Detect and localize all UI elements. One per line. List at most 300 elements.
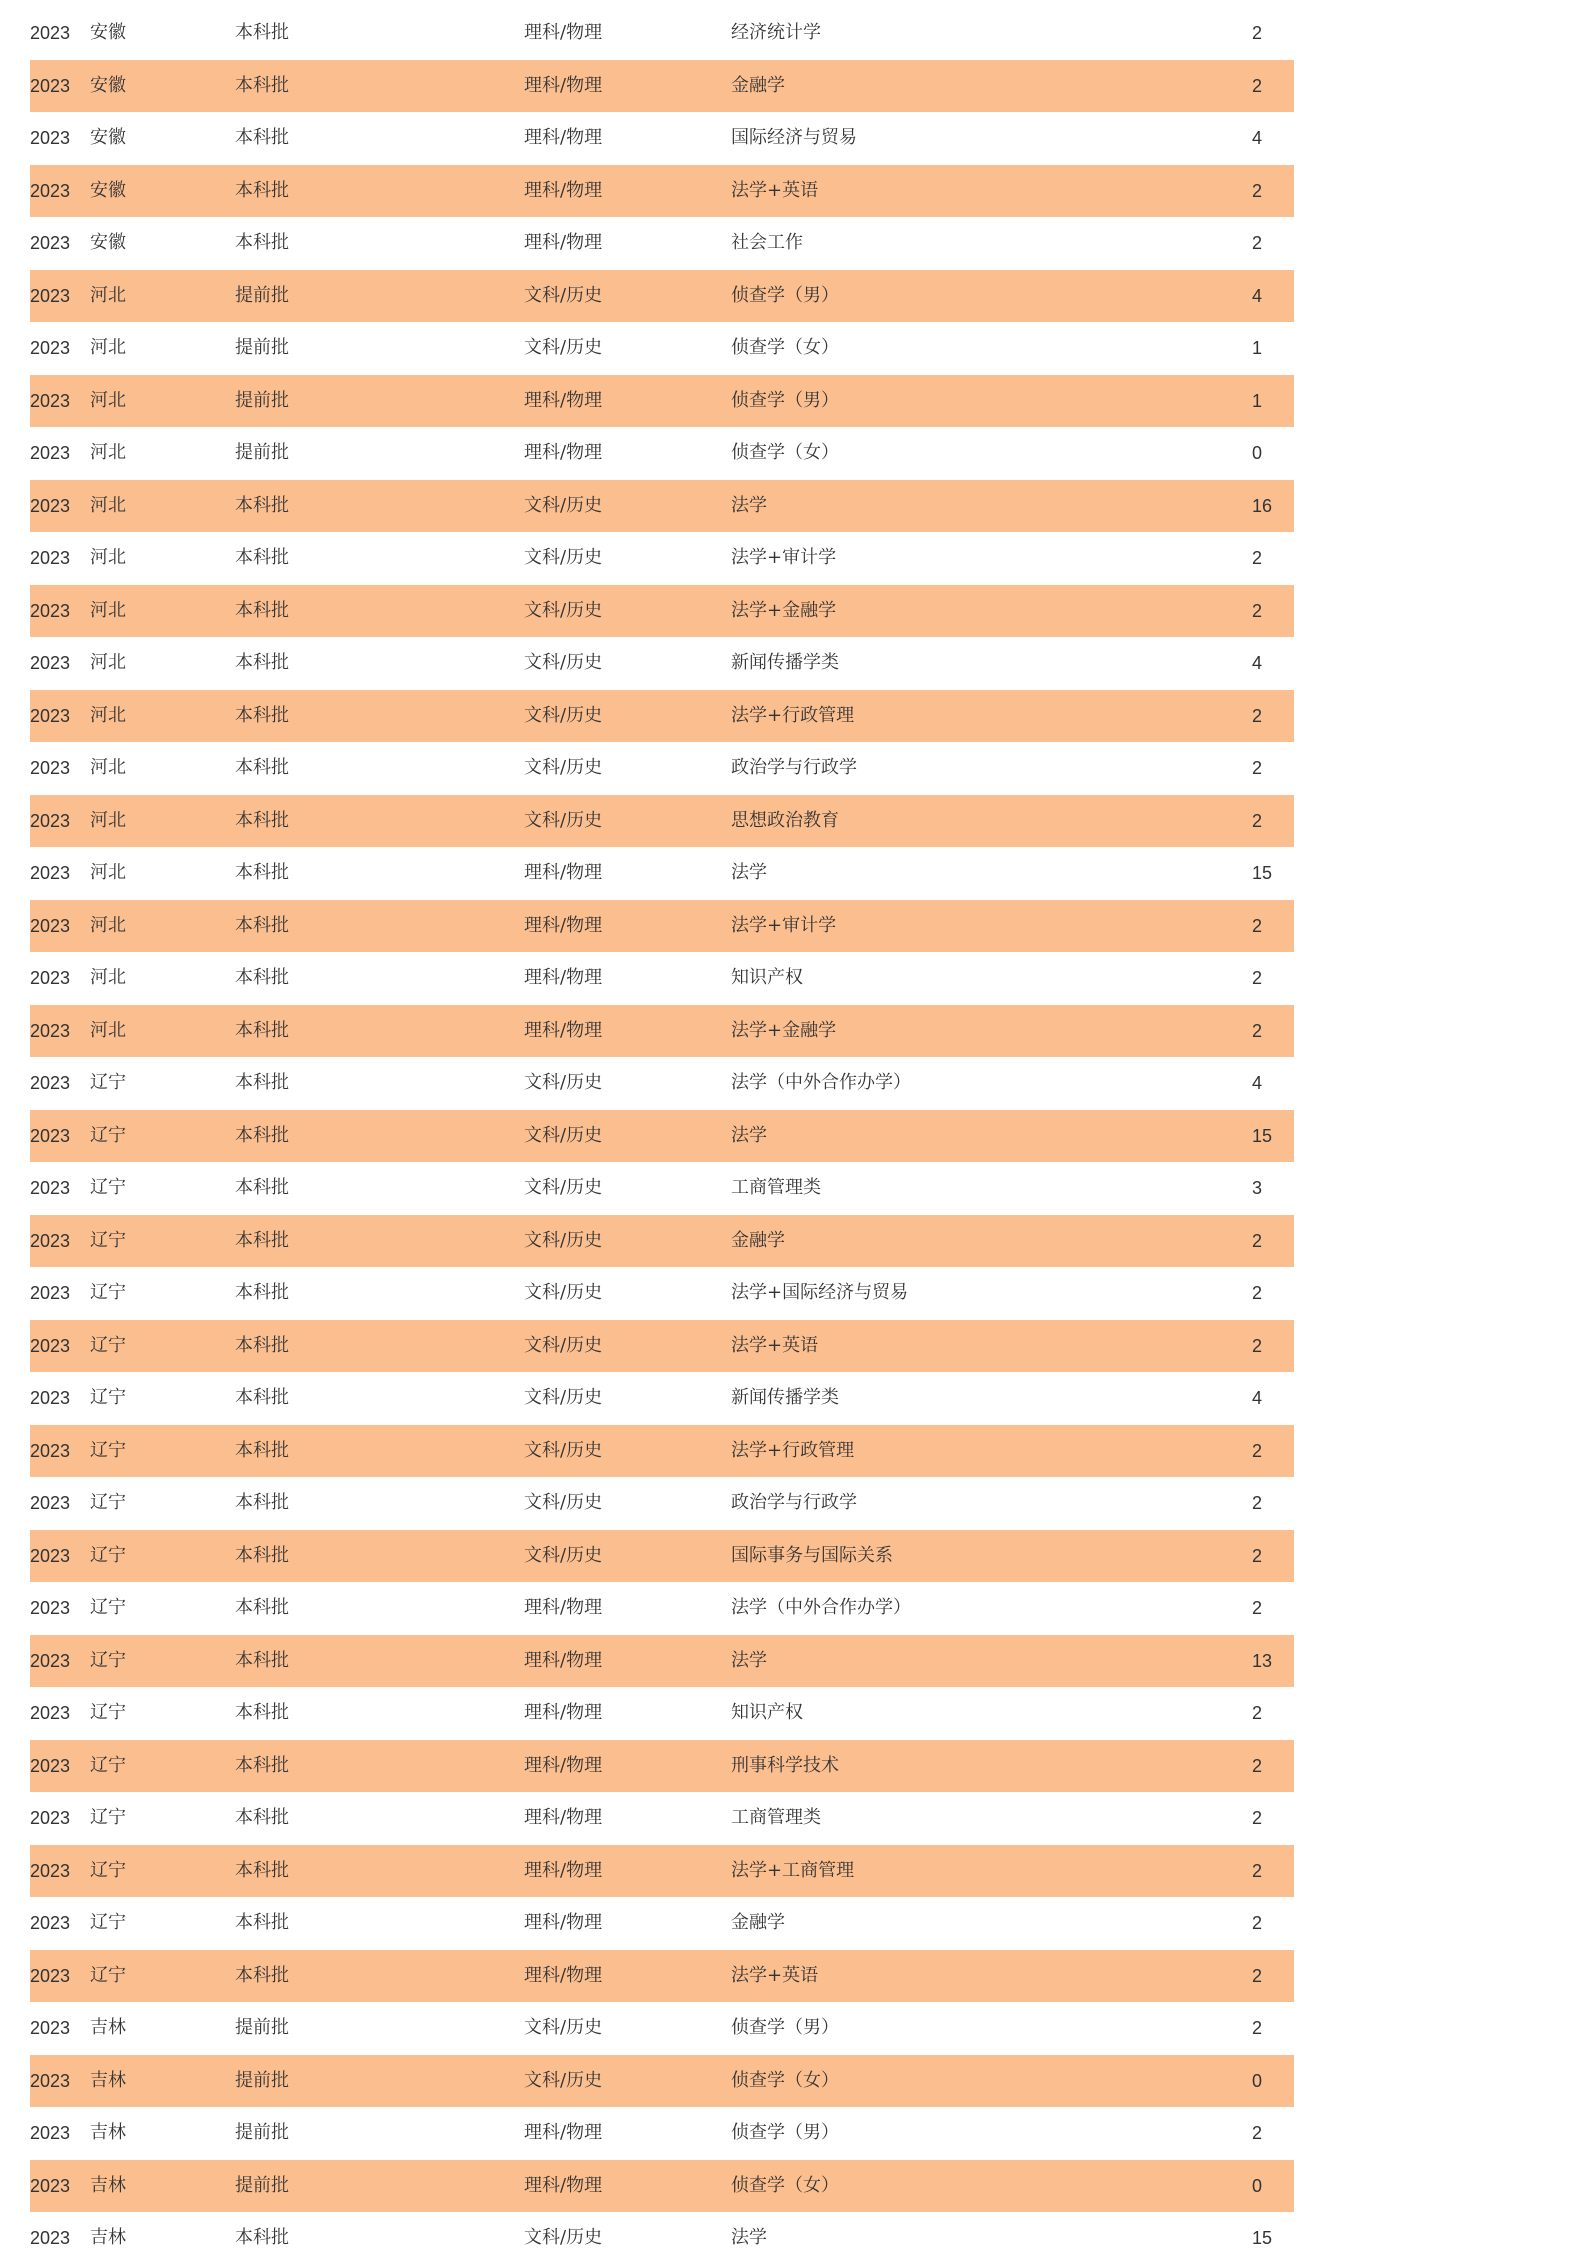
- count-cell: 2: [1252, 1545, 1263, 1566]
- batch-cell: 本科批: [235, 22, 289, 43]
- subject-cell: 文科/历史: [524, 547, 603, 568]
- major-cell: 法学+英语: [731, 1334, 819, 1356]
- year-cell: 2023: [30, 2123, 71, 2143]
- table-row: [30, 480, 1294, 533]
- count-cell: 0: [1252, 2175, 1263, 2196]
- subject-cell: 文科/历史: [524, 652, 603, 673]
- province-cell: 辽宁: [90, 1229, 126, 1251]
- major-cell: 侦查学（男）: [731, 284, 839, 306]
- count-cell: 15: [1252, 863, 1273, 883]
- count-cell: 3: [1252, 1178, 1263, 1198]
- count-cell: 2: [1252, 75, 1263, 96]
- batch-cell: 本科批: [235, 652, 289, 673]
- subject-cell: 文科/历史: [524, 1439, 603, 1461]
- table-row: [30, 1162, 1294, 1215]
- major-cell: 法学+英语: [731, 179, 819, 201]
- subject-cell: 理科/物理: [524, 1019, 603, 1041]
- table-row: [30, 165, 1294, 218]
- batch-cell: 本科批: [235, 1544, 289, 1566]
- subject-cell: 文科/历史: [524, 809, 603, 831]
- batch-cell: 本科批: [235, 1649, 289, 1671]
- count-cell: 4: [1252, 1388, 1263, 1408]
- province-cell: 辽宁: [90, 1282, 126, 1303]
- subject-cell: 理科/物理: [524, 862, 603, 883]
- count-cell: 2: [1252, 1703, 1263, 1723]
- subject-cell: 文科/历史: [524, 1387, 603, 1408]
- subject-cell: 理科/物理: [524, 1597, 603, 1618]
- province-cell: 辽宁: [90, 1439, 126, 1461]
- table-row: [30, 1582, 1294, 1635]
- year-cell: 2023: [30, 23, 71, 43]
- major-cell: 法学+行政管理: [731, 1439, 855, 1461]
- table-row: [30, 1897, 1294, 1950]
- subject-cell: 文科/历史: [524, 1282, 603, 1303]
- count-cell: 1: [1252, 390, 1263, 411]
- major-cell: 法学: [731, 494, 767, 516]
- province-cell: 辽宁: [90, 1807, 126, 1828]
- table-row: [30, 2212, 1294, 2265]
- major-cell: 工商管理类: [731, 1177, 821, 1198]
- subject-cell: 理科/物理: [524, 127, 603, 148]
- count-cell: 15: [1252, 2228, 1273, 2248]
- major-cell: 思想政治教育: [731, 809, 839, 831]
- count-cell: 4: [1252, 128, 1263, 148]
- batch-cell: 本科批: [235, 1597, 289, 1618]
- year-cell: 2023: [30, 1965, 71, 1986]
- table-row: [30, 270, 1294, 323]
- batch-cell: 本科批: [235, 1124, 289, 1146]
- table-row: [30, 2107, 1294, 2160]
- year-cell: 2023: [30, 390, 71, 411]
- year-cell: 2023: [30, 1388, 71, 1408]
- major-cell: 法学: [731, 1649, 767, 1671]
- province-cell: 安徽: [90, 179, 126, 201]
- subject-cell: 文科/历史: [524, 2017, 603, 2038]
- major-cell: 法学（中外合作办学）: [731, 1597, 911, 1618]
- batch-cell: 本科批: [235, 127, 289, 148]
- province-cell: 吉林: [90, 2174, 126, 2196]
- year-cell: 2023: [30, 1703, 71, 1723]
- major-cell: 侦查学（男）: [731, 2122, 839, 2143]
- count-cell: 2: [1252, 600, 1263, 621]
- province-cell: 安徽: [90, 74, 126, 96]
- count-cell: 2: [1252, 2123, 1263, 2143]
- count-cell: 2: [1252, 705, 1263, 726]
- year-cell: 2023: [30, 1230, 71, 1251]
- subject-cell: 文科/历史: [524, 1544, 603, 1566]
- batch-cell: 本科批: [235, 1964, 289, 1986]
- subject-cell: 文科/历史: [524, 1492, 603, 1513]
- province-cell: 河北: [90, 704, 126, 726]
- batch-cell: 本科批: [235, 1177, 289, 1198]
- major-cell: 国际事务与国际关系: [731, 1544, 893, 1566]
- major-cell: 新闻传播学类: [731, 1387, 839, 1408]
- year-cell: 2023: [30, 285, 71, 306]
- table-row: [30, 1740, 1294, 1793]
- table-row: [30, 1372, 1294, 1425]
- subject-cell: 理科/物理: [524, 2174, 603, 2196]
- province-cell: 河北: [90, 914, 126, 936]
- table-row: [30, 532, 1294, 585]
- table-row: [30, 1845, 1294, 1898]
- year-cell: 2023: [30, 2175, 71, 2196]
- major-cell: 法学+国际经济与贸易: [731, 1282, 909, 1303]
- subject-cell: 理科/物理: [524, 389, 603, 411]
- subject-cell: 理科/物理: [524, 1702, 603, 1723]
- province-cell: 辽宁: [90, 1544, 126, 1566]
- province-cell: 河北: [90, 862, 126, 883]
- table-row: [30, 1792, 1294, 1845]
- major-cell: 法学: [731, 862, 767, 883]
- major-cell: 法学+审计学: [731, 914, 837, 936]
- batch-cell: 本科批: [235, 914, 289, 936]
- count-cell: 2: [1252, 180, 1263, 201]
- province-cell: 辽宁: [90, 1912, 126, 1933]
- year-cell: 2023: [30, 495, 71, 516]
- year-cell: 2023: [30, 810, 71, 831]
- year-cell: 2023: [30, 128, 71, 148]
- province-cell: 安徽: [90, 232, 126, 253]
- subject-cell: 文科/历史: [524, 2069, 603, 2091]
- subject-cell: 文科/历史: [524, 1177, 603, 1198]
- province-cell: 吉林: [90, 2017, 126, 2038]
- subject-cell: 理科/物理: [524, 1649, 603, 1671]
- batch-cell: 提前批: [235, 2069, 289, 2091]
- major-cell: 政治学与行政学: [731, 757, 857, 778]
- count-cell: 2: [1252, 23, 1263, 43]
- major-cell: 工商管理类: [731, 1807, 821, 1828]
- year-cell: 2023: [30, 443, 71, 463]
- table-row: [30, 690, 1294, 743]
- province-cell: 河北: [90, 652, 126, 673]
- major-cell: 法学+金融学: [731, 1019, 837, 1041]
- year-cell: 2023: [30, 758, 71, 778]
- major-cell: 法学+英语: [731, 1964, 819, 1986]
- batch-cell: 提前批: [235, 284, 289, 306]
- count-cell: 2: [1252, 233, 1263, 253]
- year-cell: 2023: [30, 1283, 71, 1303]
- province-cell: 河北: [90, 284, 126, 306]
- subject-cell: 理科/物理: [524, 179, 603, 201]
- count-cell: 2: [1252, 1230, 1263, 1251]
- count-cell: 2: [1252, 1440, 1263, 1461]
- table-row: [30, 637, 1294, 690]
- province-cell: 吉林: [90, 2069, 126, 2091]
- table-row: [30, 427, 1294, 480]
- batch-cell: 本科批: [235, 1439, 289, 1461]
- table-row: [30, 375, 1294, 428]
- subject-cell: 理科/物理: [524, 232, 603, 253]
- year-cell: 2023: [30, 863, 71, 883]
- table-row: [30, 1005, 1294, 1058]
- major-cell: 侦查学（女）: [731, 2174, 839, 2196]
- year-cell: 2023: [30, 653, 71, 673]
- table-row: [30, 1425, 1294, 1478]
- major-cell: 法学+金融学: [731, 599, 837, 621]
- table-row: [30, 585, 1294, 638]
- count-cell: 2: [1252, 1493, 1263, 1513]
- major-cell: 法学+工商管理: [731, 1859, 855, 1881]
- province-cell: 安徽: [90, 22, 126, 43]
- major-cell: 法学: [731, 2227, 767, 2248]
- table-row: [30, 2002, 1294, 2055]
- major-cell: 知识产权: [731, 967, 803, 988]
- count-cell: 2: [1252, 1808, 1263, 1828]
- table-row: [30, 1687, 1294, 1740]
- province-cell: 安徽: [90, 127, 126, 148]
- province-cell: 河北: [90, 967, 126, 988]
- province-cell: 辽宁: [90, 1177, 126, 1198]
- batch-cell: 本科批: [235, 1334, 289, 1356]
- major-cell: 经济统计学: [731, 22, 821, 43]
- major-cell: 金融学: [731, 1229, 785, 1251]
- table-row: [30, 7, 1294, 60]
- subject-cell: 理科/物理: [524, 1912, 603, 1933]
- subject-cell: 理科/物理: [524, 1807, 603, 1828]
- subject-cell: 理科/物理: [524, 22, 603, 43]
- admission-table: [30, 7, 1294, 2265]
- province-cell: 河北: [90, 547, 126, 568]
- major-cell: 金融学: [731, 74, 785, 96]
- year-cell: 2023: [30, 338, 71, 358]
- subject-cell: 文科/历史: [524, 599, 603, 621]
- province-cell: 辽宁: [90, 1387, 126, 1408]
- batch-cell: 本科批: [235, 2227, 289, 2248]
- batch-cell: 本科批: [235, 1229, 289, 1251]
- subject-cell: 文科/历史: [524, 704, 603, 726]
- year-cell: 2023: [30, 1178, 71, 1198]
- count-cell: 2: [1252, 2018, 1263, 2038]
- batch-cell: 提前批: [235, 337, 289, 358]
- count-cell: 0: [1252, 443, 1263, 463]
- table-row: [30, 847, 1294, 900]
- major-cell: 侦查学（男）: [731, 389, 839, 411]
- batch-cell: 本科批: [235, 1387, 289, 1408]
- province-cell: 河北: [90, 337, 126, 358]
- table-row: [30, 2160, 1294, 2213]
- table-row: [30, 1320, 1294, 1373]
- count-cell: 2: [1252, 1598, 1263, 1618]
- province-cell: 河北: [90, 389, 126, 411]
- year-cell: 2023: [30, 1598, 71, 1618]
- province-cell: 河北: [90, 1019, 126, 1041]
- year-cell: 2023: [30, 1860, 71, 1881]
- batch-cell: 本科批: [235, 1282, 289, 1303]
- count-cell: 2: [1252, 1965, 1263, 1986]
- count-cell: 13: [1252, 1650, 1273, 1671]
- major-cell: 刑事科学技术: [731, 1754, 839, 1776]
- year-cell: 2023: [30, 548, 71, 568]
- year-cell: 2023: [30, 915, 71, 936]
- year-cell: 2023: [30, 1020, 71, 1041]
- batch-cell: 本科批: [235, 232, 289, 253]
- table-row: [30, 1110, 1294, 1163]
- major-cell: 侦查学（男）: [731, 2017, 839, 2038]
- batch-cell: 本科批: [235, 1702, 289, 1723]
- batch-cell: 本科批: [235, 1019, 289, 1041]
- table-row: [30, 1635, 1294, 1688]
- major-cell: 社会工作: [731, 232, 803, 253]
- subject-cell: 文科/历史: [524, 1072, 603, 1093]
- count-cell: 2: [1252, 1020, 1263, 1041]
- year-cell: 2023: [30, 180, 71, 201]
- table-row: [30, 795, 1294, 848]
- province-cell: 辽宁: [90, 1859, 126, 1881]
- batch-cell: 本科批: [235, 704, 289, 726]
- major-cell: 知识产权: [731, 1702, 803, 1723]
- batch-cell: 本科批: [235, 547, 289, 568]
- subject-cell: 理科/物理: [524, 1964, 603, 1986]
- subject-cell: 理科/物理: [524, 1754, 603, 1776]
- year-cell: 2023: [30, 1650, 71, 1671]
- province-cell: 辽宁: [90, 1649, 126, 1671]
- count-cell: 0: [1252, 2070, 1263, 2091]
- year-cell: 2023: [30, 2018, 71, 2038]
- batch-cell: 提前批: [235, 2174, 289, 2196]
- count-cell: 16: [1252, 495, 1273, 516]
- province-cell: 吉林: [90, 2122, 126, 2143]
- count-cell: 2: [1252, 1913, 1263, 1933]
- count-cell: 2: [1252, 1755, 1263, 1776]
- year-cell: 2023: [30, 968, 71, 988]
- province-cell: 河北: [90, 809, 126, 831]
- count-cell: 4: [1252, 653, 1263, 673]
- count-cell: 4: [1252, 1073, 1263, 1093]
- subject-cell: 文科/历史: [524, 1124, 603, 1146]
- year-cell: 2023: [30, 1913, 71, 1933]
- table-row: [30, 900, 1294, 953]
- subject-cell: 文科/历史: [524, 1229, 603, 1251]
- batch-cell: 提前批: [235, 2017, 289, 2038]
- year-cell: 2023: [30, 1440, 71, 1461]
- major-cell: 政治学与行政学: [731, 1492, 857, 1513]
- subject-cell: 理科/物理: [524, 967, 603, 988]
- subject-cell: 文科/历史: [524, 2227, 603, 2248]
- year-cell: 2023: [30, 1808, 71, 1828]
- year-cell: 2023: [30, 75, 71, 96]
- subject-cell: 文科/历史: [524, 494, 603, 516]
- subject-cell: 文科/历史: [524, 757, 603, 778]
- count-cell: 2: [1252, 915, 1263, 936]
- province-cell: 辽宁: [90, 1334, 126, 1356]
- major-cell: 侦查学（女）: [731, 2069, 839, 2091]
- major-cell: 侦查学（女）: [731, 442, 839, 463]
- table-row: [30, 1267, 1294, 1320]
- province-cell: 河北: [90, 494, 126, 516]
- batch-cell: 本科批: [235, 1807, 289, 1828]
- count-cell: 2: [1252, 1860, 1263, 1881]
- batch-cell: 提前批: [235, 442, 289, 463]
- subject-cell: 理科/物理: [524, 442, 603, 463]
- province-cell: 河北: [90, 442, 126, 463]
- year-cell: 2023: [30, 705, 71, 726]
- province-cell: 河北: [90, 757, 126, 778]
- table-row: [30, 322, 1294, 375]
- major-cell: 新闻传播学类: [731, 652, 839, 673]
- province-cell: 辽宁: [90, 1964, 126, 1986]
- table-row: [30, 1477, 1294, 1530]
- table-row: [30, 112, 1294, 165]
- province-cell: 辽宁: [90, 1072, 126, 1093]
- province-cell: 辽宁: [90, 1754, 126, 1776]
- count-cell: 2: [1252, 968, 1263, 988]
- year-cell: 2023: [30, 1493, 71, 1513]
- major-cell: 法学+行政管理: [731, 704, 855, 726]
- count-cell: 2: [1252, 810, 1263, 831]
- subject-cell: 文科/历史: [524, 284, 603, 306]
- count-cell: 2: [1252, 758, 1263, 778]
- subject-cell: 理科/物理: [524, 74, 603, 96]
- table-row: [30, 1950, 1294, 2003]
- year-cell: 2023: [30, 1125, 71, 1146]
- batch-cell: 本科批: [235, 1072, 289, 1093]
- table-row: [30, 952, 1294, 1005]
- batch-cell: 本科批: [235, 1859, 289, 1881]
- year-cell: 2023: [30, 1335, 71, 1356]
- count-cell: 15: [1252, 1125, 1273, 1146]
- major-cell: 法学: [731, 1124, 767, 1146]
- table-row: [30, 1057, 1294, 1110]
- major-cell: 法学+审计学: [731, 547, 837, 568]
- subject-cell: 理科/物理: [524, 1859, 603, 1881]
- count-cell: 1: [1252, 338, 1263, 358]
- table-row: [30, 217, 1294, 270]
- province-cell: 辽宁: [90, 1702, 126, 1723]
- major-cell: 金融学: [731, 1912, 785, 1933]
- table-row: [30, 742, 1294, 795]
- batch-cell: 本科批: [235, 757, 289, 778]
- batch-cell: 提前批: [235, 2122, 289, 2143]
- count-cell: 2: [1252, 1335, 1263, 1356]
- batch-cell: 提前批: [235, 389, 289, 411]
- count-cell: 4: [1252, 285, 1263, 306]
- year-cell: 2023: [30, 233, 71, 253]
- subject-cell: 文科/历史: [524, 337, 603, 358]
- year-cell: 2023: [30, 2070, 71, 2091]
- batch-cell: 本科批: [235, 74, 289, 96]
- batch-cell: 本科批: [235, 179, 289, 201]
- batch-cell: 本科批: [235, 1912, 289, 1933]
- province-cell: 辽宁: [90, 1597, 126, 1618]
- year-cell: 2023: [30, 1545, 71, 1566]
- year-cell: 2023: [30, 600, 71, 621]
- batch-cell: 本科批: [235, 1492, 289, 1513]
- year-cell: 2023: [30, 1073, 71, 1093]
- batch-cell: 本科批: [235, 967, 289, 988]
- batch-cell: 本科批: [235, 599, 289, 621]
- batch-cell: 本科批: [235, 862, 289, 883]
- major-cell: 侦查学（女）: [731, 337, 839, 358]
- subject-cell: 文科/历史: [524, 1334, 603, 1356]
- province-cell: 吉林: [90, 2227, 126, 2248]
- batch-cell: 本科批: [235, 1754, 289, 1776]
- count-cell: 2: [1252, 1283, 1263, 1303]
- batch-cell: 本科批: [235, 494, 289, 516]
- table-row: [30, 60, 1294, 113]
- table-row: [30, 2055, 1294, 2108]
- province-cell: 辽宁: [90, 1492, 126, 1513]
- count-cell: 2: [1252, 548, 1263, 568]
- year-cell: 2023: [30, 2228, 71, 2248]
- batch-cell: 本科批: [235, 809, 289, 831]
- province-cell: 辽宁: [90, 1124, 126, 1146]
- year-cell: 2023: [30, 1755, 71, 1776]
- subject-cell: 理科/物理: [524, 2122, 603, 2143]
- major-cell: 法学（中外合作办学）: [731, 1072, 911, 1093]
- major-cell: 国际经济与贸易: [731, 127, 857, 148]
- table-row: [30, 1215, 1294, 1268]
- province-cell: 河北: [90, 599, 126, 621]
